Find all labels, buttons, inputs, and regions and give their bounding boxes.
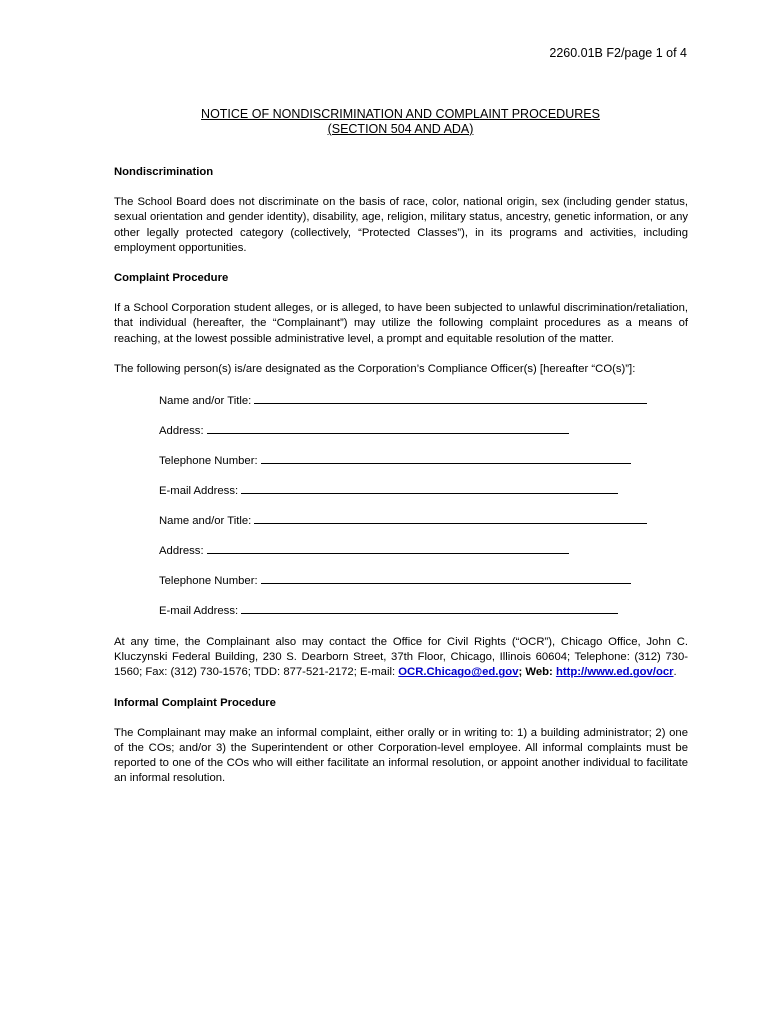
document-body [114,165,688,802]
co1-email-field[interactable] [159,482,688,497]
field-label: Address: [159,425,204,438]
field-label: Address: [159,545,204,558]
field-blank-line[interactable] [261,452,631,464]
para-complaint-procedure: If a School Corporation student alleges, or is alleged, to have been subjected to unlawful discrimination/retaliation, that individual (hereafter, the “Complainant”) may utilize the following complaint procedures as a means of reaching, at the lowest possible administrative level, a prompt and equitable resolution of the matter. [114,302,688,345]
co1-telephone-field[interactable] [159,452,688,467]
co1-address-field[interactable] [159,422,688,437]
ocr-body-text: At any time, the Complainant also may contact the Office for Civil Rights (“OCR”), Chicago Office, John C. Kluczynski Federal Building, 230 S. Dearborn Street, 37th Floor, Chicago, Illinois 60604; Telephone: (312) 730-1560; Fax: (312) 730-1576; TDD: 877-521-2172; E-mail: [114,636,688,679]
para-nondiscrimination: The School Board does not discriminate on the basis of race, color, national origin, sex (including gender status, sexual orientation and gender identity), disability, age, religion, military status, ancestry, genetic information, or any other legally protected category (collectively, “Protected Classes”), in its programs and activities, including employment opportunities. [114,196,688,254]
field-blank-line[interactable] [254,392,647,404]
heading-informal-complaint: Informal Complaint Procedure [114,696,276,709]
field-blank-line[interactable] [261,572,631,584]
field-label: Name and/or Title: [159,395,252,408]
ocr-end-period: . [673,666,677,679]
co2-telephone-field[interactable] [159,572,688,587]
co2-name-field[interactable] [159,512,688,527]
para-ocr-contact [114,635,688,681]
field-blank-line[interactable] [207,542,569,554]
co-contact-fields [159,392,688,617]
field-blank-line[interactable] [241,602,618,614]
co2-address-field[interactable] [159,542,688,557]
field-label: E-mail Address: [159,605,239,618]
field-blank-line[interactable] [207,422,569,434]
para-compliance-officers: The following person(s) is/are designated as the Corporation’s Compliance Officer(s) [hereafter “CO(s)”]: [114,362,636,375]
doc-reference: 2260.01B F2/page 1 of 4 [549,46,687,60]
title-line-1: NOTICE OF NONDISCRIMINATION AND COMPLAINT PROCEDURES [201,107,600,121]
field-label: Name and/or Title: [159,515,252,528]
para-informal-complaint: The Complainant may make an informal complaint, either orally or in writing to: 1) a building administrator; 2) one of the COs; and/or 3) the Superintendent or other Corporation-level employee. All informal complaints must be reported to one of the COs who will either facilitate an informal resolution, or appoint another individual to facilitate an informal resolution. [114,726,688,785]
document-title [114,107,687,137]
heading-complaint-procedure: Complaint Procedure [114,272,229,285]
field-label: Telephone Number: [159,575,258,588]
ocr-web-label: ; Web: [518,666,556,679]
field-label: Telephone Number: [159,455,258,468]
ocr-web-link[interactable]: http://www.ed.gov/ocr [555,666,674,679]
field-blank-line[interactable] [241,482,618,494]
title-line-2: (SECTION 504 AND ADA) [327,122,474,136]
field-blank-line[interactable] [254,512,647,524]
co1-name-field[interactable] [159,392,688,407]
field-label: E-mail Address: [159,485,239,498]
co2-email-field[interactable] [159,602,688,617]
heading-nondiscrimination: Nondiscrimination [114,166,214,178]
ocr-email-link[interactable]: OCR.Chicago@ed.gov [398,666,519,679]
